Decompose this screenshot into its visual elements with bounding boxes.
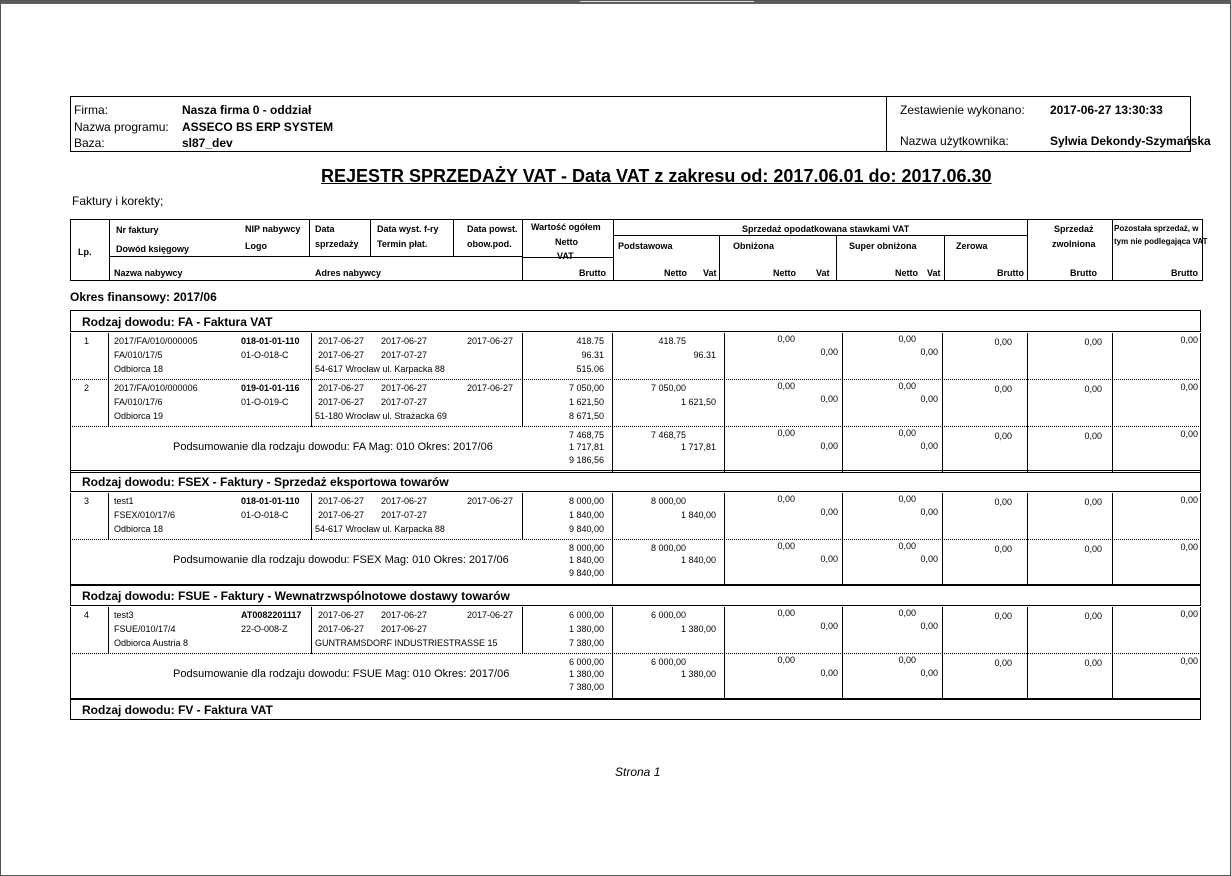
col-podst-netto: Netto <box>664 268 687 278</box>
row-dowod: FA/010/17/5 <box>114 350 163 360</box>
row-dowod: FSUE/010/17/4 <box>114 624 176 634</box>
row-vat: 96.31 <box>581 350 604 360</box>
row-nip: AT0082201117 <box>241 610 302 620</box>
pozostala-brutto-value: 0,00 <box>1180 495 1198 505</box>
zwolniona-brutto-value: 0,00 <box>1084 497 1102 507</box>
row-data-sprzedazy: 2017-06-27 <box>318 383 365 393</box>
super-netto-value: 0,00 <box>898 428 916 438</box>
column-divider <box>612 493 613 586</box>
col-zerowa-brutto: Brutto <box>997 268 1024 278</box>
report-title: REJESTR SPRZEDAŻY VAT - Data VAT z zakresu od: 2017.06.01 do: 2017.06.30 <box>321 166 992 186</box>
section-body <box>70 333 1201 473</box>
summary-podst-netto: 8 000,00 <box>650 543 686 553</box>
obnizona-vat-value: 0,00 <box>820 347 838 357</box>
row-nazwa: Odbiorca 18 <box>114 524 164 534</box>
row-brutto: 9 840,00 <box>568 524 604 534</box>
column-divider <box>724 493 725 586</box>
col-nr-faktury: Nr faktury <box>116 225 159 235</box>
super-netto-value: 0,00 <box>898 655 916 665</box>
zerowa-brutto-value: 0,00 <box>994 611 1012 621</box>
row-nr-faktury: test3 <box>114 610 134 620</box>
row-brutto: 8 671,50 <box>568 411 604 421</box>
obnizona-netto-value: 0,00 <box>777 428 795 438</box>
row-data-sprzedazy: 2017-06-27 <box>318 336 365 346</box>
row-netto: 6 000,00 <box>568 610 604 620</box>
row-vat: 1 621,50 <box>568 397 604 407</box>
col-data-sprzedazy-1: Data <box>315 224 335 234</box>
pozostala-brutto-value: 0,00 <box>1180 609 1198 619</box>
col-obnizona: Obniżona <box>733 241 774 251</box>
summary-podst-netto: 7 468,75 <box>650 430 686 440</box>
firma-value: Nasza firma 0 - oddział <box>182 103 312 117</box>
user-label: Nazwa użytkownika: <box>900 134 1009 148</box>
row-podst-vat: 1 621,50 <box>680 397 716 407</box>
obnizona-vat-value: 0,00 <box>820 507 838 517</box>
column-divider <box>1027 333 1028 473</box>
col-dowod: Dowód księgowy <box>116 244 190 254</box>
row-lp: 2 <box>84 383 90 393</box>
col-podstawowa: Podstawowa <box>618 241 673 251</box>
row-nr-faktury: 2017/FA/010/000005 <box>114 336 198 346</box>
obnizona-vat-value: 0,00 <box>820 668 838 678</box>
summary-podst-vat: 1 380,00 <box>680 669 716 679</box>
col-zwolniona-brutto: Brutto <box>1070 268 1097 278</box>
row-podst-netto: 6 000,00 <box>650 610 686 620</box>
summary-netto: 8 000,00 <box>568 543 604 553</box>
summary-podst-vat: 1 717,81 <box>680 442 716 452</box>
row-data-sprzedazy-2: 2017-06-27 <box>318 397 365 407</box>
obnizona-netto-value: 0,00 <box>777 608 795 618</box>
row-lp: 3 <box>84 496 90 506</box>
column-divider <box>1112 333 1113 473</box>
column-divider <box>842 493 843 586</box>
program-value: ASSECO BS ERP SYSTEM <box>182 120 334 134</box>
row-adres: 54-617 Wrocław ul. Karpacka 88 <box>315 364 445 374</box>
row-dowod: FSEX/010/17/6 <box>114 510 176 520</box>
col-zwolniona-2: zwolniona <box>1052 239 1096 249</box>
row-podst-netto: 418.75 <box>658 336 686 346</box>
row-brutto: 515.06 <box>576 364 604 374</box>
summary-podst-vat: 1 840,00 <box>680 555 716 565</box>
zwolniona-brutto-value: 0,00 <box>1084 658 1102 668</box>
column-divider <box>842 607 843 700</box>
summary-label: Podsumowanie dla rodzaju dowodu: FSUE Mag: 010 Okres: 2017/06 <box>173 668 510 680</box>
col-wartosc-netto: Netto <box>555 237 578 247</box>
row-lp: 4 <box>84 610 90 620</box>
column-divider <box>1027 607 1028 700</box>
row-data-wyst: 2017-06-27 <box>381 496 428 506</box>
col-nip: NIP nabywcy <box>245 224 301 234</box>
col-super-vat: Vat <box>927 268 941 278</box>
zerowa-brutto-value: 0,00 <box>994 337 1012 347</box>
row-data-sprzedazy: 2017-06-27 <box>318 610 365 620</box>
obnizona-vat-value: 0,00 <box>820 621 838 631</box>
row-data-wyst: 2017-06-27 <box>381 383 428 393</box>
super-vat-value: 0,00 <box>920 668 938 678</box>
baza-value: sl87_dev <box>182 136 233 150</box>
summary-vat: 1 380,00 <box>568 669 604 679</box>
row-netto: 418.75 <box>576 336 604 346</box>
column-divider <box>108 493 109 540</box>
column-divider <box>522 493 523 540</box>
super-netto-value: 0,00 <box>898 334 916 344</box>
super-netto-value: 0,00 <box>898 608 916 618</box>
row-data-powst: 2017-06-27 <box>467 383 514 393</box>
row-lp: 1 <box>84 336 90 346</box>
obnizona-netto-value: 0,00 <box>777 494 795 504</box>
column-divider <box>522 333 523 427</box>
pozostala-brutto-value: 0,00 <box>1180 335 1198 345</box>
column-divider <box>942 607 943 700</box>
super-netto-value: 0,00 <box>898 541 916 551</box>
row-vat: 1 840,00 <box>568 510 604 520</box>
row-netto: 8 000,00 <box>568 496 604 506</box>
obnizona-netto-value: 0,00 <box>777 541 795 551</box>
zestawienie-value: 2017-06-27 13:30:33 <box>1050 103 1163 117</box>
row-data-powst: 2017-06-27 <box>467 496 514 506</box>
row-data-wyst: 2017-06-27 <box>381 610 428 620</box>
obnizona-vat-value: 0,00 <box>820 554 838 564</box>
pozostala-brutto-value: 0,00 <box>1180 429 1198 439</box>
column-divider <box>1112 493 1113 586</box>
summary-label: Podsumowanie dla rodzaju dowodu: FA Mag: 010 Okres: 2017/06 <box>173 441 493 453</box>
section-title: Rodzaj dowodu: FV - Faktura VAT <box>82 703 273 717</box>
col-logo: Logo <box>245 241 267 251</box>
section-header <box>70 470 1201 492</box>
column-divider <box>1027 493 1028 586</box>
col-adres: Adres nabywcy <box>315 268 382 278</box>
column-divider <box>1112 607 1113 700</box>
section-title: Rodzaj dowodu: FSUE - Faktury - Wewnatrzwspólnotowe dostawy towarów <box>82 589 510 603</box>
col-data-powst-2: obow.pod. <box>467 239 512 249</box>
zerowa-brutto-value: 0,00 <box>994 384 1012 394</box>
row-data-sprzedazy-2: 2017-06-27 <box>318 624 365 634</box>
column-divider <box>108 333 109 427</box>
col-obn-vat: Vat <box>816 268 830 278</box>
row-podst-netto: 7 050,00 <box>650 383 686 393</box>
summary-vat: 1 717,81 <box>568 442 604 452</box>
pozostala-brutto-value: 0,00 <box>1180 382 1198 392</box>
page-number: Strona 1 <box>615 765 661 779</box>
pozostala-brutto-value: 0,00 <box>1180 656 1198 666</box>
col-wartosc-brutto: Brutto <box>579 268 606 278</box>
row-logo: 22-O-008-Z <box>241 624 288 634</box>
zwolniona-brutto-value: 0,00 <box>1084 337 1102 347</box>
col-super-obnizona: Super obniżona <box>849 241 917 251</box>
row-nip: 018-01-01-110 <box>241 496 300 506</box>
row-brutto: 7 380,00 <box>568 638 604 648</box>
column-divider <box>724 333 725 473</box>
row-podst-vat: 1 380,00 <box>680 624 716 634</box>
row-logo: 01-O-019-C <box>241 397 289 407</box>
summary-netto: 6 000,00 <box>568 657 604 667</box>
summary-vat: 1 840,00 <box>568 555 604 565</box>
row-adres: 54-617 Wrocław ul. Karpacka 88 <box>315 524 445 534</box>
okres-finansowy: Okres finansowy: 2017/06 <box>70 290 217 304</box>
row-podst-vat: 1 840,00 <box>680 510 716 520</box>
summary-podst-netto: 6 000,00 <box>650 657 686 667</box>
col-lp: Lp. <box>78 247 92 257</box>
section-body <box>70 493 1201 586</box>
row-nazwa: Odbiorca 19 <box>114 411 164 421</box>
col-wartosc-vat: VAT <box>557 251 574 261</box>
col-super-netto: Netto <box>895 268 918 278</box>
row-termin: 2017-07-27 <box>381 510 428 520</box>
column-divider <box>842 333 843 473</box>
col-data-sprzedazy-2: sprzedaży <box>315 239 359 249</box>
column-divider <box>724 607 725 700</box>
row-nip: 019-01-01-116 <box>241 383 300 393</box>
col-wartosc: Wartość ogółem <box>531 222 601 232</box>
zwolniona-brutto-value: 0,00 <box>1084 611 1102 621</box>
col-termin: Termin płat. <box>377 239 428 249</box>
section-header <box>70 310 1201 332</box>
section-title: Rodzaj dowodu: FA - Faktura VAT <box>82 315 273 329</box>
summary-brutto: 9 186,56 <box>568 455 604 465</box>
row-dowod: FA/010/17/6 <box>114 397 163 407</box>
program-label: Nazwa programu: <box>74 120 169 134</box>
col-data-wyst: Data wyst. f-ry <box>377 224 439 234</box>
super-vat-value: 0,00 <box>920 441 938 451</box>
col-obn-netto: Netto <box>773 268 796 278</box>
zerowa-brutto-value: 0,00 <box>994 497 1012 507</box>
row-termin: 2017-07-27 <box>381 397 428 407</box>
zestawienie-label: Zestawienie wykonano: <box>900 103 1025 117</box>
row-vat: 1 380,00 <box>568 624 604 634</box>
column-divider <box>108 607 109 654</box>
row-nazwa: Odbiorca Austria 8 <box>114 638 189 648</box>
super-vat-value: 0,00 <box>920 347 938 357</box>
row-nr-faktury: test1 <box>114 496 134 506</box>
summary-brutto: 7 380,00 <box>568 682 604 692</box>
row-nazwa: Odbiorca 18 <box>114 364 164 374</box>
obnizona-netto-value: 0,00 <box>777 334 795 344</box>
section-body <box>70 607 1201 700</box>
super-vat-value: 0,00 <box>920 394 938 404</box>
column-divider <box>311 607 312 654</box>
user-value: Sylwia Dekondy-Szymańska <box>1050 134 1211 148</box>
column-divider <box>942 493 943 586</box>
zwolniona-brutto-value: 0,00 <box>1084 384 1102 394</box>
row-termin: 2017-06-27 <box>381 624 428 634</box>
obnizona-netto-value: 0,00 <box>777 655 795 665</box>
super-netto-value: 0,00 <box>898 494 916 504</box>
row-nr-faktury: 2017/FA/010/000006 <box>114 383 198 393</box>
row-termin: 2017-07-27 <box>381 350 428 360</box>
col-sprzedaz-opodatkowana: Sprzedaż opodatkowana stawkami VAT <box>742 224 910 234</box>
col-data-powst-1: Data powst. <box>467 224 518 234</box>
row-data-sprzedazy-2: 2017-06-27 <box>318 510 365 520</box>
col-podst-vat: Vat <box>703 268 717 278</box>
row-logo: 01-O-018-C <box>241 350 289 360</box>
row-data-powst: 2017-06-27 <box>467 610 514 620</box>
column-divider <box>311 493 312 540</box>
obnizona-vat-value: 0,00 <box>820 441 838 451</box>
summary-label: Podsumowanie dla rodzaju dowodu: FSEX Mag: 010 Okres: 2017/06 <box>173 554 509 566</box>
column-divider <box>522 607 523 654</box>
row-adres: GUNTRAMSDORF INDUSTRIESTRASSE 15 <box>315 638 498 648</box>
summary-brutto: 9 840,00 <box>568 568 604 578</box>
baza-label: Baza: <box>74 136 105 150</box>
row-podst-netto: 8 000,00 <box>650 496 686 506</box>
zerowa-brutto-value: 0,00 <box>994 431 1012 441</box>
col-zwolniona-1: Sprzedaż <box>1054 224 1094 234</box>
zwolniona-brutto-value: 0,00 <box>1084 544 1102 554</box>
row-podst-vat: 96.31 <box>693 350 716 360</box>
section-header <box>70 584 1201 606</box>
super-netto-value: 0,00 <box>898 381 916 391</box>
section-header <box>70 698 1201 720</box>
row-netto: 7 050,00 <box>568 383 604 393</box>
row-nip: 018-01-01-110 <box>241 336 300 346</box>
zwolniona-brutto-value: 0,00 <box>1084 431 1102 441</box>
col-pozostala-brutto: Brutto <box>1171 268 1198 278</box>
row-logo: 01-O-018-C <box>241 510 289 520</box>
col-nazwa: Nazwa nabywcy <box>114 268 183 278</box>
row-data-powst: 2017-06-27 <box>467 336 514 346</box>
col-zerowa: Zerowa <box>956 241 988 251</box>
row-data-sprzedazy-2: 2017-06-27 <box>318 350 365 360</box>
obnizona-netto-value: 0,00 <box>777 381 795 391</box>
column-divider <box>311 333 312 427</box>
firma-label: Firma: <box>74 103 108 117</box>
zerowa-brutto-value: 0,00 <box>994 544 1012 554</box>
row-data-wyst: 2017-06-27 <box>381 336 428 346</box>
column-divider <box>942 333 943 473</box>
pozostala-brutto-value: 0,00 <box>1180 542 1198 552</box>
super-vat-value: 0,00 <box>920 554 938 564</box>
row-data-sprzedazy: 2017-06-27 <box>318 496 365 506</box>
obnizona-vat-value: 0,00 <box>820 394 838 404</box>
summary-netto: 7 468,75 <box>568 430 604 440</box>
col-pozostala-2: tym nie podlegająca VAT <box>1114 237 1208 246</box>
col-pozostala-1: Pozostała sprzedaż, w <box>1114 224 1199 233</box>
super-vat-value: 0,00 <box>920 621 938 631</box>
column-divider <box>612 333 613 473</box>
section-title: Rodzaj dowodu: FSEX - Faktury - Sprzedaż eksportowa towarów <box>82 475 449 489</box>
super-vat-value: 0,00 <box>920 507 938 517</box>
zerowa-brutto-value: 0,00 <box>994 658 1012 668</box>
report-subtitle: Faktury i korekty; <box>72 194 164 208</box>
column-divider <box>612 607 613 700</box>
row-adres: 51-180 Wrocław ul. Strażacka 69 <box>315 411 447 421</box>
